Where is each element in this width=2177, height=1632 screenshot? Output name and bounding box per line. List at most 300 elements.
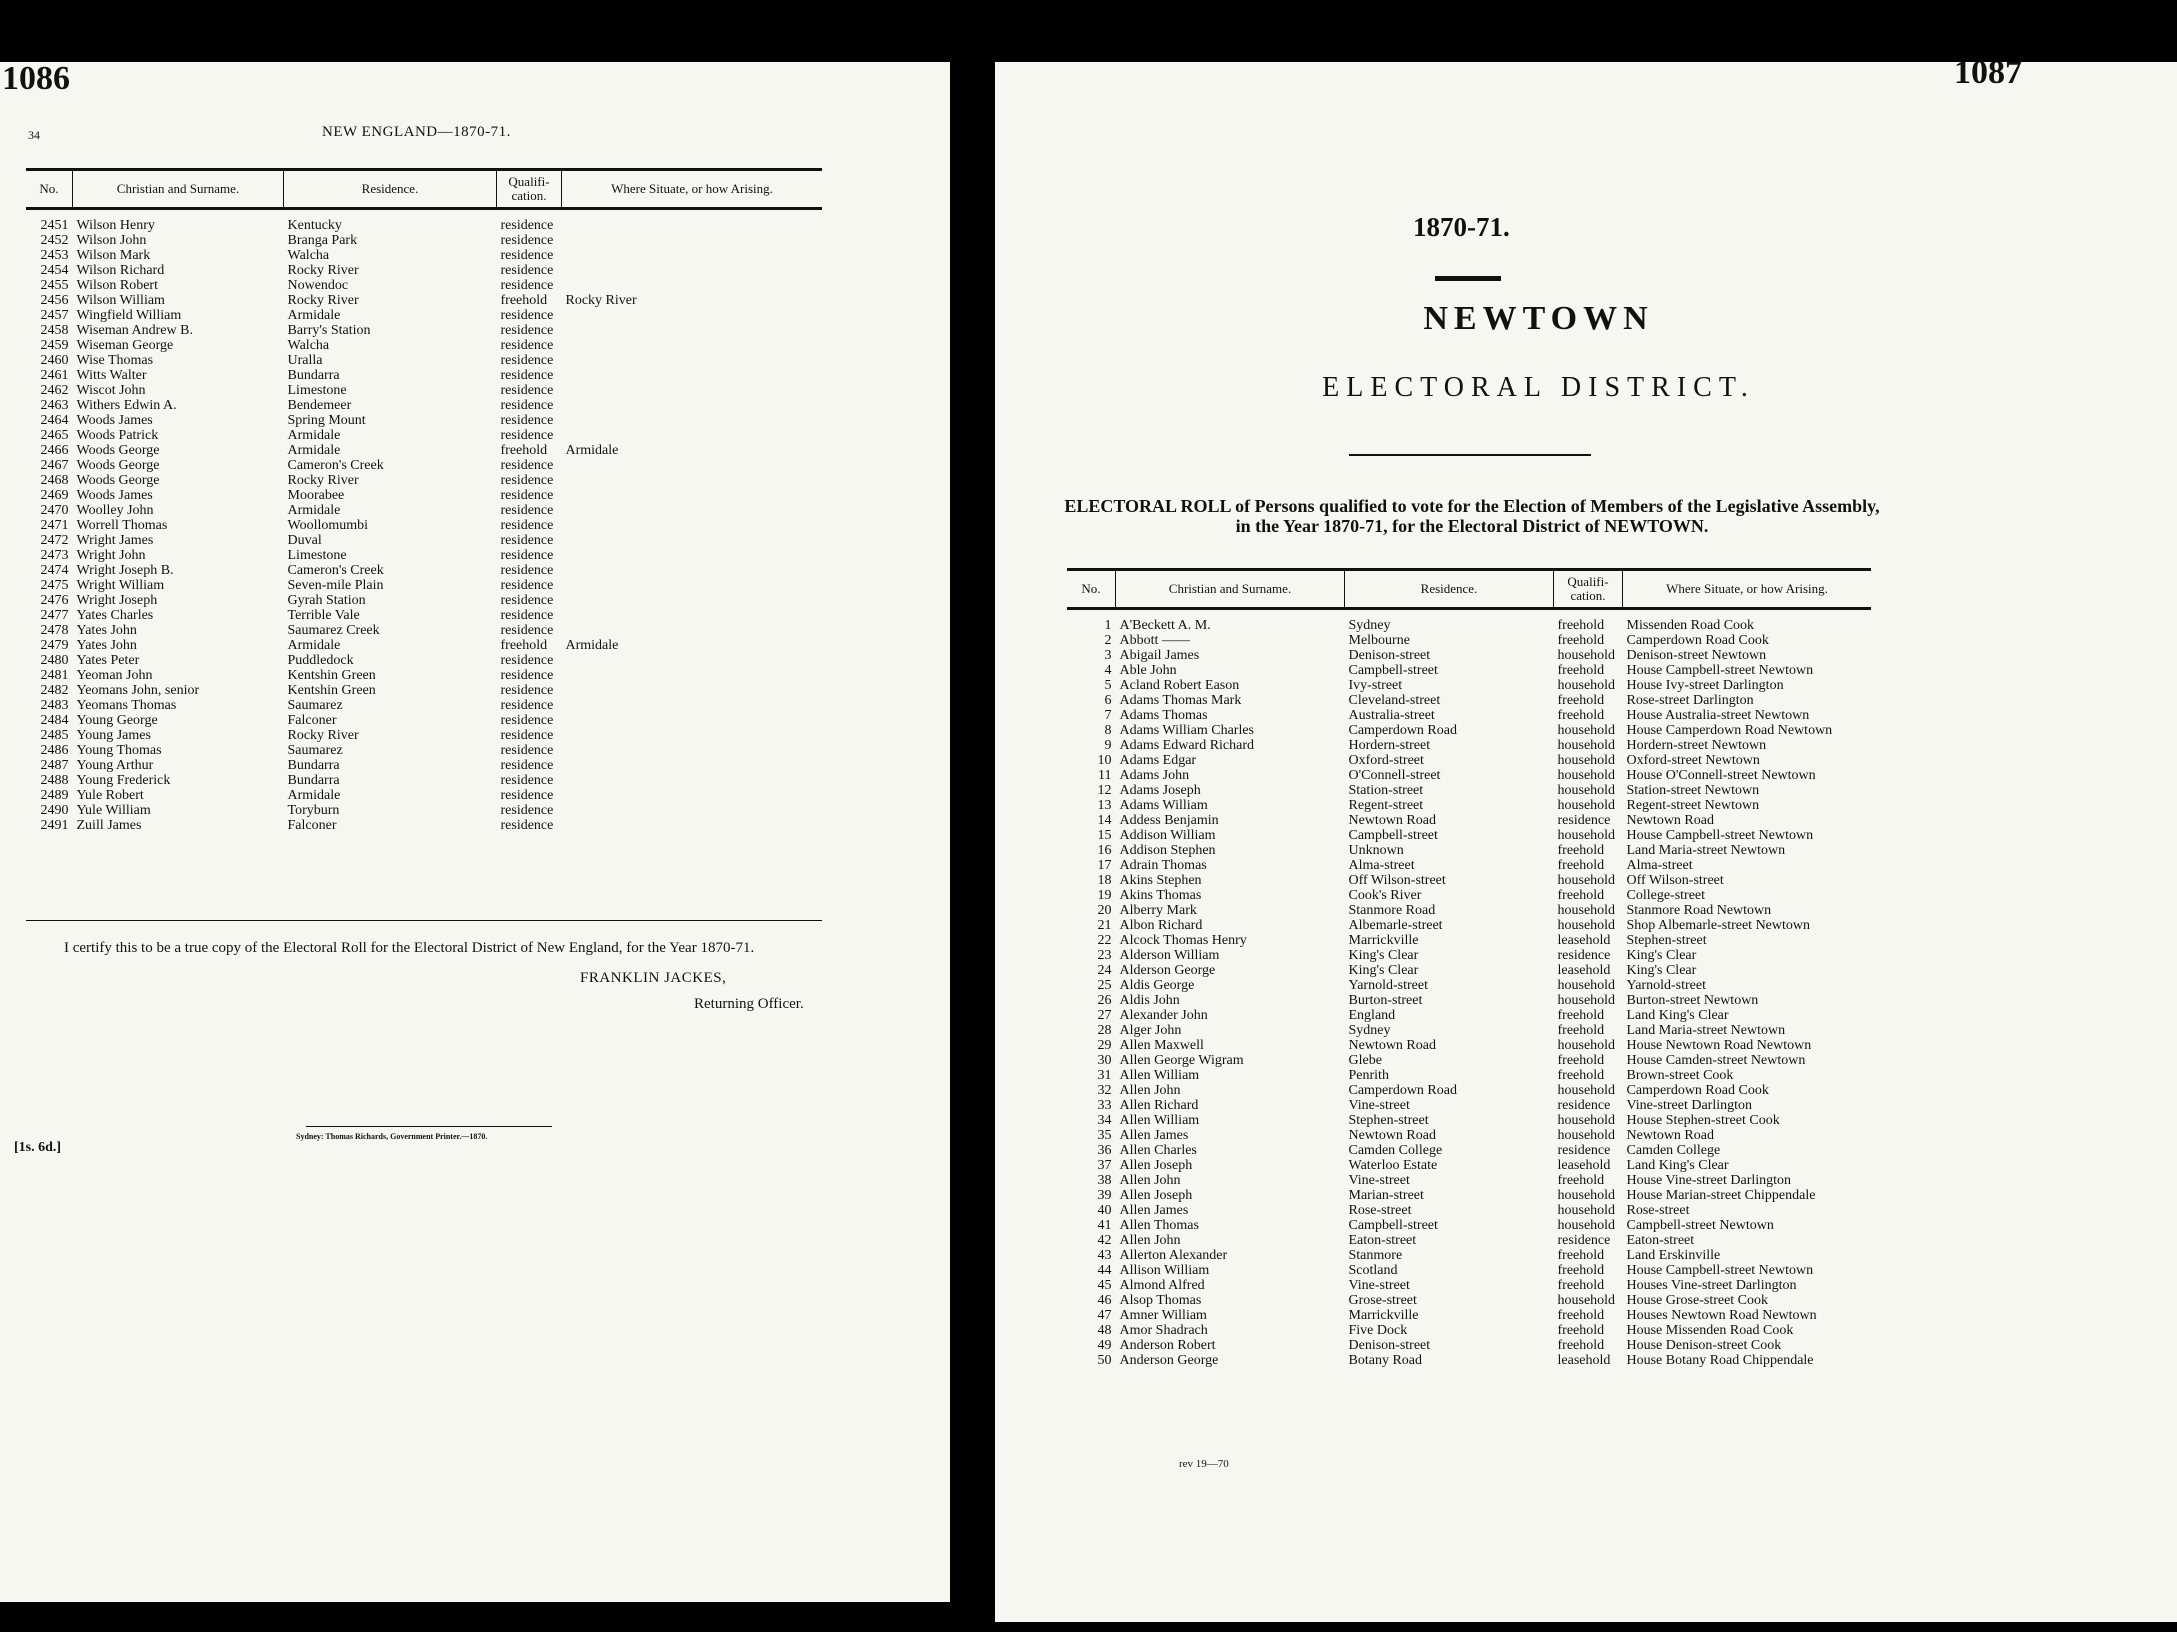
cell-residence: Kentshin Green — [287, 668, 376, 683]
cell-name: Alderson George — [1119, 963, 1216, 978]
cell-residence: Armidale — [287, 428, 341, 443]
cell-where — [562, 338, 823, 353]
cell-no: 21 — [1097, 918, 1112, 933]
cell-qualification: residence — [500, 233, 554, 248]
cell-residence: Bundarra — [287, 368, 340, 383]
cell-qualification: freehold — [1557, 1308, 1605, 1323]
cell-name: Yates Charles — [76, 608, 154, 623]
cell-where: College-street — [1626, 888, 1706, 903]
table-row — [26, 728, 822, 743]
table-row — [1067, 1038, 1871, 1053]
cell-name: Wilson Mark — [76, 248, 151, 263]
table-row — [26, 323, 822, 338]
title-rule — [1349, 454, 1591, 456]
col-residence: Residence. — [1345, 570, 1554, 609]
cell-name: Allen William — [1119, 1113, 1200, 1128]
cell-qualification: household — [1557, 723, 1616, 738]
table-row — [1067, 1233, 1871, 1248]
cell-qualification: leasehold — [1557, 1158, 1611, 1173]
cell-qualification: residence — [1557, 1143, 1611, 1158]
cell-qualification: residence — [500, 653, 554, 668]
table-row — [26, 653, 822, 668]
cell-no: 24 — [1097, 963, 1112, 978]
cell-qualification: residence — [500, 698, 554, 713]
table-row — [1067, 1308, 1871, 1323]
cell-residence: Armidale — [287, 638, 341, 653]
cell-qualification: household — [1557, 1083, 1616, 1098]
cell-name: Allison William — [1119, 1263, 1210, 1278]
cell-residence: Armidale — [287, 503, 341, 518]
cell-no: 22 — [1097, 933, 1112, 948]
cell-where — [562, 668, 823, 683]
cell-residence: Kentshin Green — [287, 683, 376, 698]
price-note: [1s. 6d.] — [14, 1140, 62, 1155]
folio-number: 1087 — [1954, 62, 2022, 91]
cell-name: Woods James — [76, 413, 153, 428]
cell-where: House Camperdown Road Newtown — [1626, 723, 1833, 738]
cell-name: Woods George — [76, 473, 160, 488]
table-row — [26, 368, 822, 383]
cell-qualification: household — [1557, 1038, 1616, 1053]
cell-name: Amner William — [1119, 1308, 1207, 1323]
cell-where — [562, 608, 823, 623]
cell-residence: Australia-street — [1348, 708, 1435, 723]
cell-where: House Campbell-street Newtown — [1626, 1263, 1814, 1278]
cell-residence: Terrible Vale — [287, 608, 360, 623]
cell-no: 26 — [1097, 993, 1112, 1008]
cell-qualification: household — [1557, 1293, 1616, 1308]
cell-name: Alexander John — [1119, 1008, 1208, 1023]
table-row — [1067, 1278, 1871, 1293]
cell-name: Abbott —— — [1119, 633, 1190, 648]
cell-name: Adams John — [1119, 768, 1190, 783]
cell-name: Alderson William — [1119, 948, 1220, 963]
cell-qualification: household — [1557, 993, 1616, 1008]
cell-no: 38 — [1097, 1173, 1112, 1188]
table-row — [1067, 918, 1871, 933]
table-row — [1067, 1203, 1871, 1218]
cell-no: 40 — [1097, 1203, 1112, 1218]
cell-name: Adams Joseph — [1119, 783, 1201, 798]
table-row — [26, 308, 822, 323]
table-row — [1067, 1263, 1871, 1278]
cell-no: 2486 — [40, 743, 69, 758]
cell-residence: Rocky River — [287, 473, 359, 488]
cell-qualification: freehold — [1557, 708, 1605, 723]
cell-residence: Nowendoc — [287, 278, 349, 293]
table-row — [1067, 1023, 1871, 1038]
table-row — [26, 548, 822, 563]
cell-where: Rose-street Darlington — [1626, 693, 1754, 708]
cell-no: 2466 — [40, 443, 69, 458]
cell-no: 39 — [1097, 1188, 1112, 1203]
cell-no: 2459 — [40, 338, 69, 353]
cell-residence: Rose-street — [1348, 1203, 1412, 1218]
cell-qualification: household — [1557, 873, 1616, 888]
cell-name: Allen John — [1119, 1173, 1181, 1188]
printer-rule — [306, 1126, 552, 1127]
table-row — [1067, 963, 1871, 978]
cell-qualification: freehold — [1557, 843, 1605, 858]
cell-name: Alberry Mark — [1119, 903, 1197, 918]
table-row — [1067, 663, 1871, 678]
cell-where: Shop Albemarle-street Newtown — [1626, 918, 1811, 933]
cell-where — [562, 278, 823, 293]
cell-qualification: residence — [500, 788, 554, 803]
table-row — [26, 773, 822, 788]
cell-no: 4 — [1104, 663, 1112, 678]
table-row — [26, 788, 822, 803]
cell-no: 2490 — [40, 803, 69, 818]
cell-residence: Walcha — [287, 338, 330, 353]
cell-residence: Waterloo Estate — [1348, 1158, 1438, 1173]
cell-name: Withers Edwin A. — [76, 398, 177, 413]
cell-no: 34 — [1097, 1113, 1112, 1128]
cell-no: 2489 — [40, 788, 69, 803]
cell-where: Land King's Clear — [1626, 1008, 1729, 1023]
cell-no: 2482 — [40, 683, 69, 698]
cell-where: Stephen-street — [1626, 933, 1707, 948]
cell-residence: Woollomumbi — [287, 518, 369, 533]
cell-qualification: household — [1557, 648, 1616, 663]
roll-table-right-wrapper — [1067, 568, 1871, 1368]
table-row — [26, 383, 822, 398]
cell-where — [562, 563, 823, 578]
cell-qualification: household — [1557, 828, 1616, 843]
cell-qualification: freehold — [1557, 663, 1605, 678]
table-row — [1067, 738, 1871, 753]
cell-where: Brown-street Cook — [1626, 1068, 1734, 1083]
cell-residence: Duval — [287, 533, 322, 548]
cell-residence: Bundarra — [287, 773, 340, 788]
cell-where — [562, 209, 823, 234]
cell-where: House Campbell-street Newtown — [1626, 663, 1814, 678]
cell-residence: Denison-street — [1348, 648, 1431, 663]
cell-where: House Vine-street Darlington — [1626, 1173, 1792, 1188]
cell-no: 2452 — [40, 233, 69, 248]
cell-where — [562, 623, 823, 638]
cell-where: House Denison-street Cook — [1626, 1338, 1782, 1353]
table-row — [26, 698, 822, 713]
cell-no: 23 — [1097, 948, 1112, 963]
cell-residence: Gyrah Station — [287, 593, 366, 608]
cell-residence: Stanmore — [1348, 1248, 1403, 1263]
cell-residence: Newtown Road — [1348, 813, 1436, 828]
cell-where: House Ivy-street Darlington — [1626, 678, 1784, 693]
cell-qualification: household — [1557, 978, 1616, 993]
table-row — [1067, 1008, 1871, 1023]
cell-name: Young George — [76, 713, 158, 728]
cell-residence: Ivy-street — [1348, 678, 1403, 693]
cell-no: 33 — [1097, 1098, 1112, 1113]
cell-where — [562, 413, 823, 428]
cell-qualification: residence — [500, 218, 554, 233]
cell-where: Newtown Road — [1626, 1128, 1714, 1143]
cell-no: 30 — [1097, 1053, 1112, 1068]
table-row — [26, 743, 822, 758]
table-row — [26, 503, 822, 518]
cell-where — [562, 473, 823, 488]
cell-qualification: household — [1557, 783, 1616, 798]
certificate-text: I certify this to be a true copy of the Electoral Roll for the Electoral District of New England, for the Year 1870-71. — [64, 940, 755, 956]
cell-residence: Cleveland-street — [1348, 693, 1441, 708]
table-row — [26, 563, 822, 578]
cell-qualification: residence — [500, 608, 554, 623]
cell-no: 2465 — [40, 428, 69, 443]
table-header — [26, 170, 822, 209]
cell-residence: Marrickville — [1348, 1308, 1419, 1323]
table-row — [26, 338, 822, 353]
cell-qualification: household — [1557, 1218, 1616, 1233]
table-row — [1067, 678, 1871, 693]
cell-where: Missenden Road Cook — [1626, 618, 1755, 633]
col-where: Where Situate, or how Arising. — [1623, 570, 1872, 609]
cell-name: Adams Thomas Mark — [1119, 693, 1242, 708]
cell-no: 2 — [1104, 633, 1112, 648]
cell-where: Vine-street Darlington — [1626, 1098, 1753, 1113]
cell-where — [562, 698, 823, 713]
cell-name: Allerton Alexander — [1119, 1248, 1228, 1263]
cell-qualification: household — [1557, 753, 1616, 768]
cell-residence: Marrickville — [1348, 933, 1419, 948]
cell-where — [562, 428, 823, 443]
cell-residence: Walcha — [287, 248, 330, 263]
cell-name: Allen John — [1119, 1233, 1181, 1248]
folio-number: 1086 — [2, 62, 70, 97]
cell-residence: Saumarez — [287, 743, 343, 758]
cell-residence: Rocky River — [287, 263, 359, 278]
cell-no: 2464 — [40, 413, 69, 428]
cell-where: Camden College — [1626, 1143, 1721, 1158]
cell-name: Allen Charles — [1119, 1143, 1197, 1158]
cell-qualification: residence — [500, 683, 554, 698]
cell-where: Off Wilson-street — [1626, 873, 1724, 888]
cell-no: 2454 — [40, 263, 69, 278]
cell-no: 2473 — [40, 548, 69, 563]
cell-no: 49 — [1097, 1338, 1112, 1353]
cell-qualification: household — [1557, 1203, 1616, 1218]
cell-qualification: leasehold — [1557, 933, 1611, 948]
table-row — [1067, 1248, 1871, 1263]
cell-where: House Camden-street Newtown — [1626, 1053, 1806, 1068]
cell-residence: Oxford-street — [1348, 753, 1424, 768]
cell-name: Almond Alfred — [1119, 1278, 1205, 1293]
col-no: No. — [1067, 570, 1116, 609]
cell-residence: Falconer — [287, 818, 337, 833]
cell-residence: Cook's River — [1348, 888, 1422, 903]
cell-residence: Botany Road — [1348, 1353, 1422, 1368]
cell-name: Allen Joseph — [1119, 1158, 1193, 1173]
cell-no: 2462 — [40, 383, 69, 398]
cell-no: 2477 — [40, 608, 69, 623]
cell-residence: Moorabee — [287, 488, 345, 503]
cell-where — [562, 353, 823, 368]
cell-where — [562, 728, 823, 743]
cell-qualification: residence — [500, 428, 554, 443]
cell-residence: Bendemeer — [287, 398, 352, 413]
district-title: NEWTOWN — [1423, 300, 1654, 337]
cell-where: Armidale — [565, 638, 619, 653]
cell-name: Allen James — [1119, 1128, 1189, 1143]
cell-residence: Spring Mount — [287, 413, 366, 428]
cell-no: 2470 — [40, 503, 69, 518]
cell-name: Allen Richard — [1119, 1098, 1199, 1113]
cell-residence: England — [1348, 1008, 1396, 1023]
cell-where — [562, 743, 823, 758]
cell-no: 42 — [1097, 1233, 1112, 1248]
cell-qualification: residence — [500, 353, 554, 368]
cell-name: Allen Thomas — [1119, 1218, 1199, 1233]
table-row — [1067, 1158, 1871, 1173]
table-row — [26, 488, 822, 503]
cell-no: 2460 — [40, 353, 69, 368]
cell-where — [562, 683, 823, 698]
cell-where — [562, 458, 823, 473]
cell-where: House Newtown Road Newtown — [1626, 1038, 1812, 1053]
cell-no: 13 — [1097, 798, 1112, 813]
signature-title: Returning Officer. — [694, 996, 804, 1012]
cell-name: Adams Edgar — [1119, 753, 1197, 768]
cell-name: Allen William — [1119, 1068, 1200, 1083]
cell-name: Woods George — [76, 458, 160, 473]
cell-residence: Uralla — [287, 353, 323, 368]
year-heading: 1870-71. — [1413, 212, 1510, 242]
col-name: Christian and Surname. — [1116, 570, 1345, 609]
cell-qualification: residence — [500, 743, 554, 758]
cell-where — [562, 773, 823, 788]
table-row — [26, 293, 822, 308]
table-row — [26, 803, 822, 818]
table-row — [26, 758, 822, 773]
cell-qualification: residence — [1557, 1233, 1611, 1248]
cell-no: 27 — [1097, 1008, 1112, 1023]
cell-name: Wiseman George — [76, 338, 174, 353]
cell-no: 36 — [1097, 1143, 1112, 1158]
cell-qualification: household — [1557, 678, 1616, 693]
cell-qualification: residence — [1557, 1098, 1611, 1113]
cell-where — [562, 368, 823, 383]
cell-residence: Camden College — [1348, 1143, 1443, 1158]
cell-residence: Limestone — [287, 548, 347, 563]
cell-name: Aldis John — [1119, 993, 1180, 1008]
cell-no: 7 — [1104, 708, 1112, 723]
cell-no: 32 — [1097, 1083, 1112, 1098]
cell-where — [562, 488, 823, 503]
cell-residence: Melbourne — [1348, 633, 1410, 648]
table-row — [26, 638, 822, 653]
table-row — [1067, 768, 1871, 783]
cell-qualification: residence — [1557, 948, 1611, 963]
cell-qualification: household — [1557, 918, 1616, 933]
cell-name: Yates John — [76, 638, 137, 653]
cell-qualification: residence — [500, 818, 554, 833]
cell-qualification: residence — [500, 518, 554, 533]
cell-no: 37 — [1097, 1158, 1112, 1173]
cell-residence: Eaton-street — [1348, 1233, 1417, 1248]
cell-no: 2451 — [40, 218, 69, 233]
cell-where — [562, 578, 823, 593]
col-qualification: Qualifi-cation. — [1554, 570, 1623, 609]
cell-no: 2481 — [40, 668, 69, 683]
cell-residence: Campbell-street — [1348, 828, 1438, 843]
cell-where: House Botany Road Chippendale — [1626, 1353, 1814, 1368]
cell-name: Wright William — [76, 578, 165, 593]
cell-residence: Barry's Station — [287, 323, 371, 338]
cell-name: Allen James — [1119, 1203, 1189, 1218]
table-row — [1067, 708, 1871, 723]
cell-qualification: leasehold — [1557, 963, 1611, 978]
table-row — [26, 233, 822, 248]
cell-qualification: freehold — [1557, 1248, 1605, 1263]
cell-no: 2468 — [40, 473, 69, 488]
table-row — [26, 209, 822, 234]
cell-qualification: residence — [500, 458, 554, 473]
cell-residence: Cameron's Creek — [287, 458, 384, 473]
cell-where: Rocky River — [565, 293, 637, 308]
table-row — [1067, 1353, 1871, 1368]
cell-no: 2463 — [40, 398, 69, 413]
cell-name: Woods George — [76, 443, 160, 458]
cell-where — [562, 383, 823, 398]
cell-no: 45 — [1097, 1278, 1112, 1293]
cell-where: House Grose-street Cook — [1626, 1293, 1769, 1308]
cell-where: Camperdown Road Cook — [1626, 1083, 1769, 1098]
cell-name: Worrell Thomas — [76, 518, 168, 533]
year-rule — [1435, 276, 1501, 281]
table-row — [1067, 1188, 1871, 1203]
cell-where — [562, 248, 823, 263]
cell-name: Addison William — [1119, 828, 1216, 843]
cell-where — [562, 323, 823, 338]
table-row — [1067, 753, 1871, 768]
cell-qualification: freehold — [1557, 1023, 1605, 1038]
cell-where — [562, 818, 823, 833]
cell-no: 43 — [1097, 1248, 1112, 1263]
cell-residence: Grose-street — [1348, 1293, 1417, 1308]
cell-name: Anderson George — [1119, 1353, 1219, 1368]
cell-no: 2488 — [40, 773, 69, 788]
cell-name: Woods Patrick — [76, 428, 159, 443]
cell-no: 2487 — [40, 758, 69, 773]
cell-qualification: residence — [500, 728, 554, 743]
cell-name: Wilson Richard — [76, 263, 165, 278]
left-page — [0, 62, 950, 1602]
cell-qualification: freehold — [1557, 1053, 1605, 1068]
table-row — [26, 533, 822, 548]
cell-no: 2475 — [40, 578, 69, 593]
cell-no: 35 — [1097, 1128, 1112, 1143]
cell-qualification: residence — [500, 473, 554, 488]
cell-qualification: residence — [500, 368, 554, 383]
cell-residence: Unknown — [1348, 843, 1404, 858]
cell-qualification: residence — [500, 248, 554, 263]
cell-name: Allen John — [1119, 1083, 1181, 1098]
cell-residence: Yarnold-street — [1348, 978, 1428, 993]
roll-table-right — [1067, 568, 1871, 1368]
cell-no: 20 — [1097, 903, 1112, 918]
cell-qualification: residence — [500, 503, 554, 518]
cell-no: 8 — [1104, 723, 1112, 738]
cell-no: 2483 — [40, 698, 69, 713]
cell-name: Wise Thomas — [76, 353, 154, 368]
cell-residence: Albemarle-street — [1348, 918, 1443, 933]
cell-name: Wilson William — [76, 293, 165, 308]
cell-no: 44 — [1097, 1263, 1112, 1278]
cell-where: Yarnold-street — [1626, 978, 1706, 993]
cell-residence: Glebe — [1348, 1053, 1382, 1068]
cell-name: Anderson Robert — [1119, 1338, 1216, 1353]
cell-no: 2485 — [40, 728, 69, 743]
